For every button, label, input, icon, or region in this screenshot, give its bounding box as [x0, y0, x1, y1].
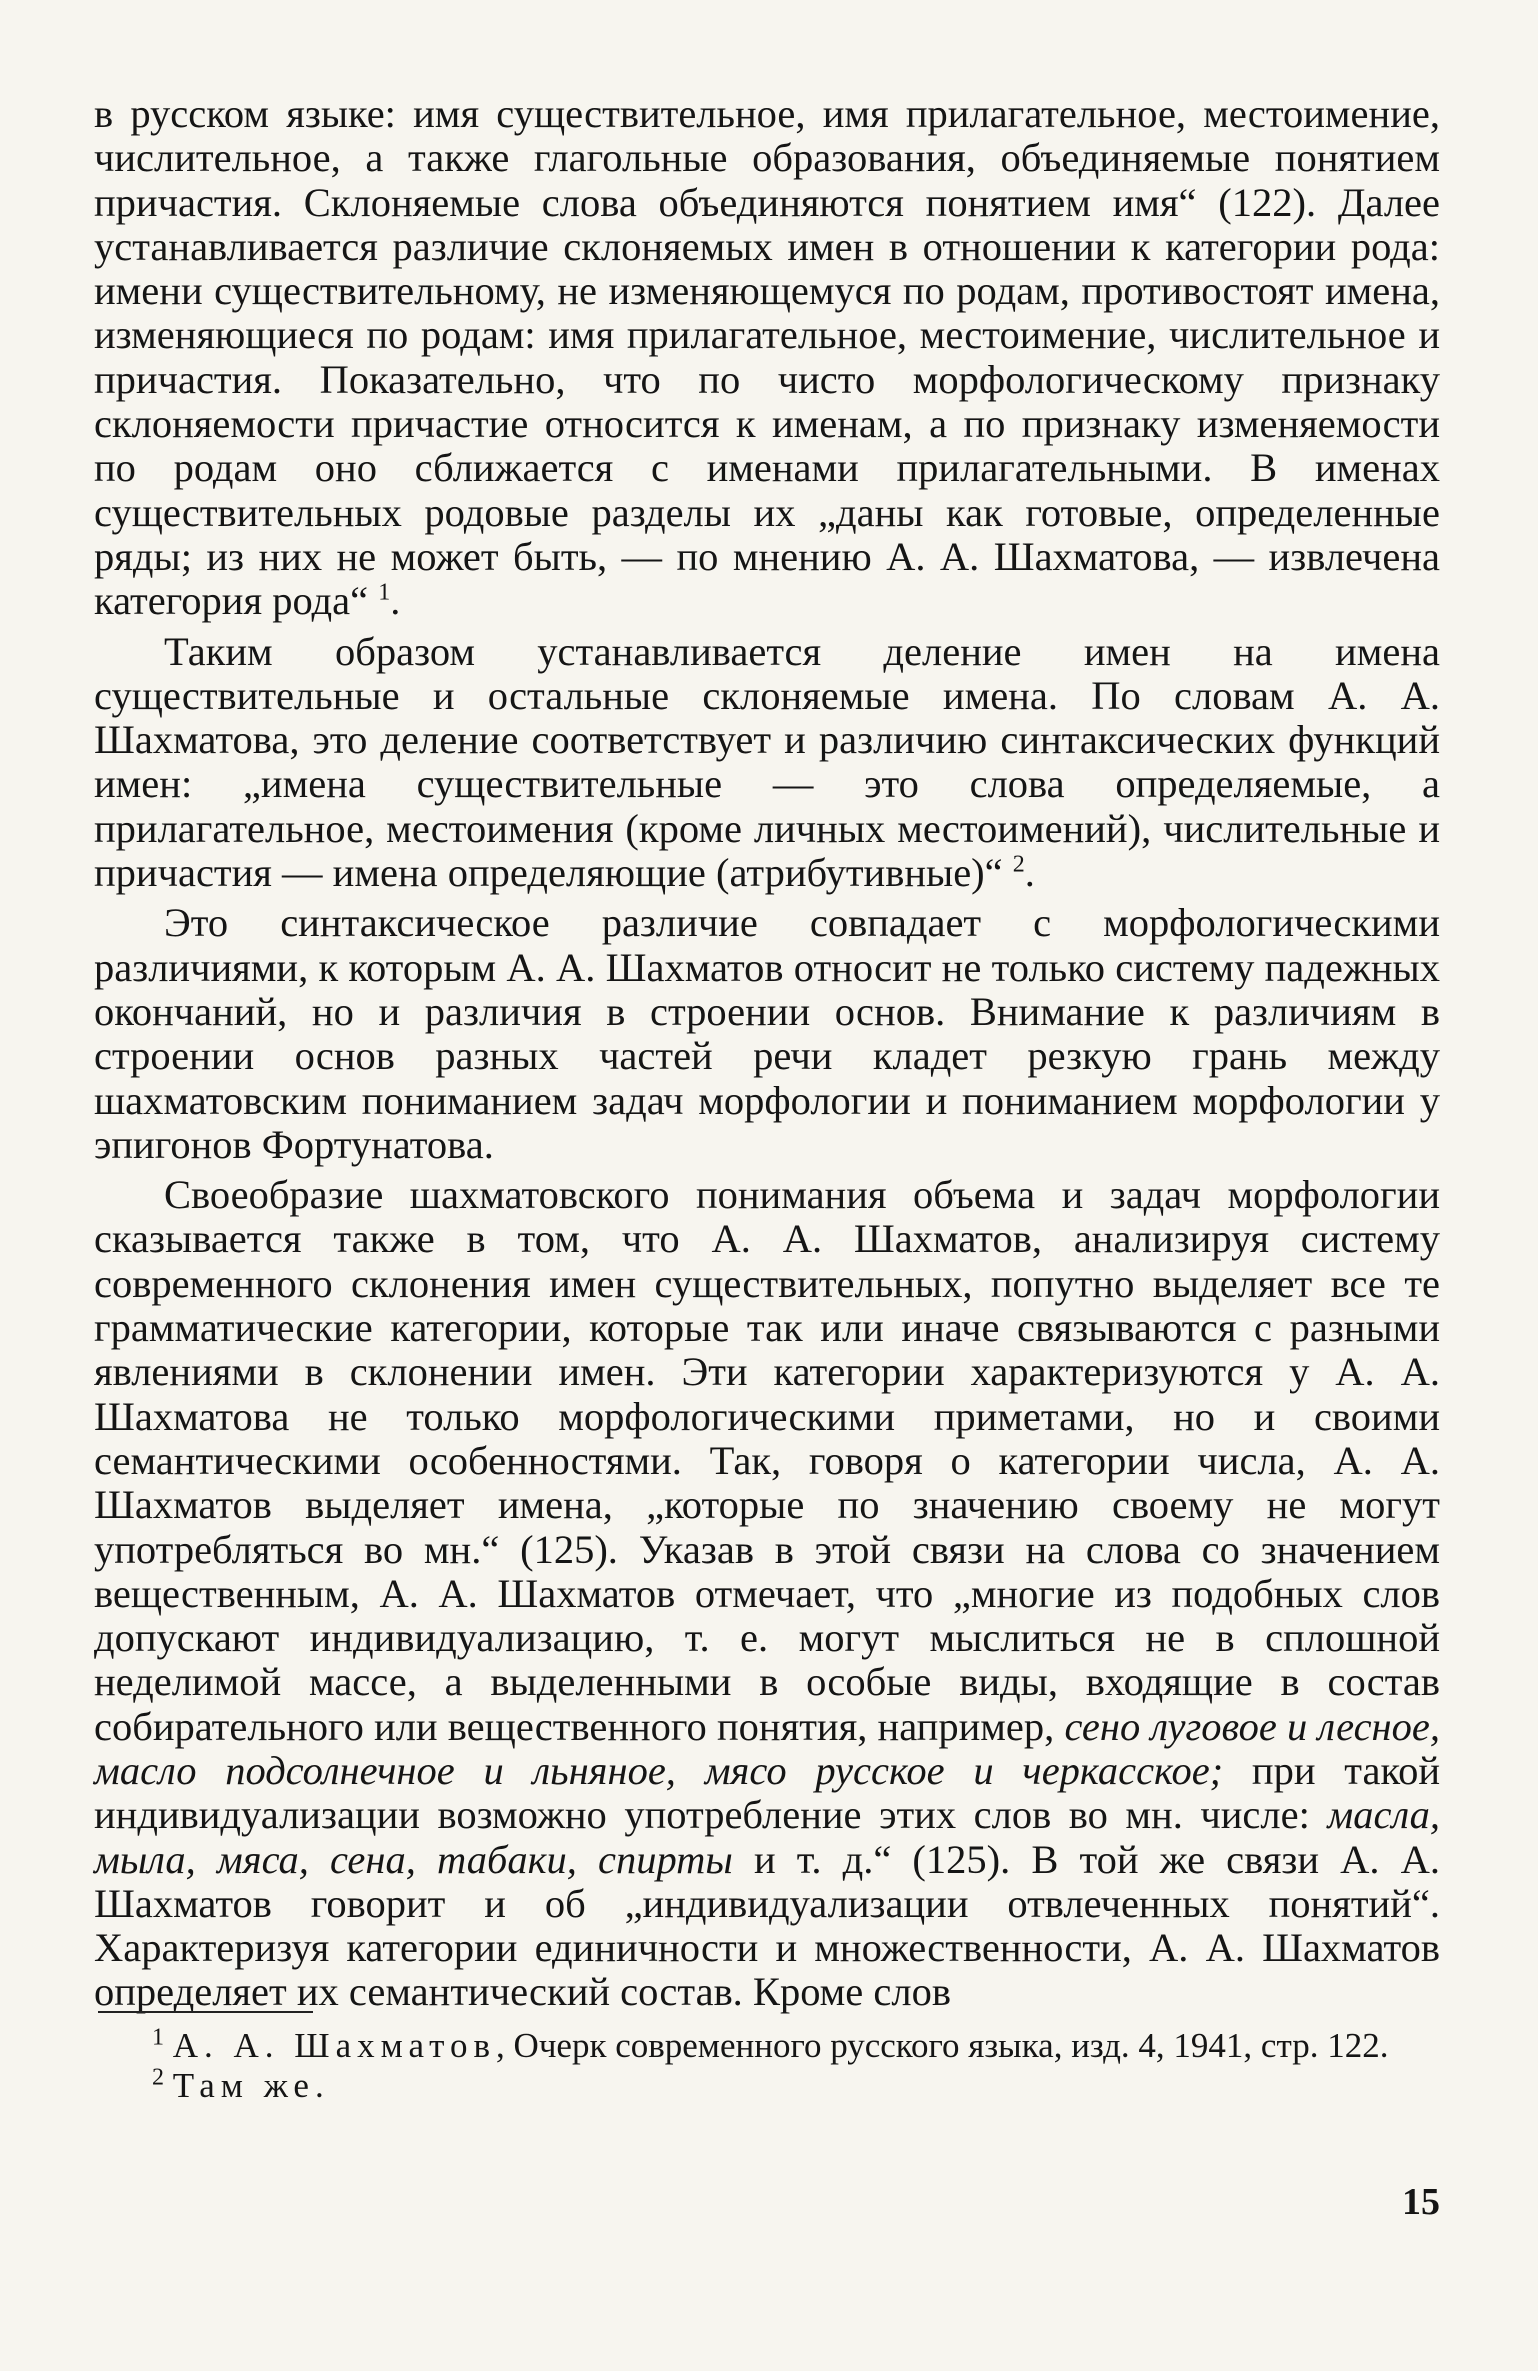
italic-example: сено луговое и лесное, масло подсолнечное и льняное, мясо русское и черкасское; [94, 1703, 1440, 1793]
italic-example: масла, мыла, мяса, сена, табаки, спирты [94, 1792, 1440, 1882]
footnote [96, 2026, 1442, 2066]
footnote-reference: 2 [1012, 851, 1025, 878]
footnote-mark: 2 [152, 2064, 164, 2091]
footnote [96, 2066, 1442, 2106]
text-run: . [390, 578, 401, 624]
footnote-separator [98, 2011, 313, 2013]
text-run: Таким образом устанавливается деление имен на имена существительные и остальные склоняемые имена. По словам А. А. Шахматова, это деление соответствует и различию синтаксических функций имен: „имена существительные — это слова определяемые, а прилагательное, местоимения (кроме личных местоимений), числительные и причастия — имена определяющие (атрибутивные)“ [94, 628, 1440, 896]
footnote-author: Там же [172, 2066, 315, 2105]
text-run: в русском языке: имя существительное, имя прилагательное, местоимение, числительное, а также глагольные образования, объединяемые понятием причастия. Склоняемые слова объединяются понятием имя“ (122). Далее устанавливается различие склоняемых имен в отношении к категории рода: имени существительному, не изменяющемуся по родам, противостоят имена, изменяющиеся по родам: имя прилагательное, местоимение, числительное и причастия. Показательно, что по чисто морфологическому признаку склоняемости причастие относится к именам, а по признаку изменяемости по родам оно сближается с именами прилагательными. В именах существительных родовые разделы их „даны как готовые, определенные ряды; из них не может быть, — по мнению А. А. Шахматова, — извлечена категория рода“ [94, 91, 1440, 624]
main-text [94, 92, 1440, 2015]
footnotes [96, 2026, 1442, 2106]
text-run: и т. д.“ (125). В той же связи А. А. Шахматов говорит и об „индивидуализации отвлеченных понятий“. Характеризуя категории единичности и множественности, А. А. Шахматов определяет их семантический состав. Кроме слов [94, 1836, 1440, 2015]
paragraph [94, 92, 1440, 624]
text-run: Своеобразие шахматовского понимания объема и задач морфологии сказывается также в том, что А. А. Шахматов, анализируя систему современного склонения имен существительных, попутно выделяет все те грамматические категории, которые так или иначе связываются с разными явлениями в склонении имен. Эти категории характеризуются у А. А. Шахматова не только морфологическими приметами, но и своими семантическими особенностями. Так, говоря о категории числа, А. А. Шахматов выделяет имена, „которые по значению своему не могут употребляться во мн.“ (125). Указав в этой связи на слова со значением вещественным, А. А. Шахматов отмечает, что „многие из подобных слов допускают индивидуализацию, т. е. могут мыслиться не в сплошной неделимой массе, а выделенными в особые виды, входящие в состав собирательного или вещественного понятия, например, [94, 1172, 1440, 1749]
paragraph [94, 901, 1440, 1167]
page-number: 15 [1402, 2181, 1440, 2223]
footnote-author: А. А. Шахматов [172, 2026, 497, 2065]
paragraph [94, 630, 1440, 896]
text-run: Это синтаксическое различие совпадает с морфологическими различиями, к которым А. А. Шахматов относит не только систему падежных окончаний, но и различия в строении основ. Внимание к различиям в строении основ разных частей речи кладет резкую грань между шахматовским пониманием задач морфологии и пониманием морфологии у эпигонов Фортунатова. [94, 900, 1440, 1167]
text-run: . [1024, 850, 1035, 896]
footnote-text: , Очерк современного русского языка, изд. 4, 1941, стр. 122. [496, 2026, 1389, 2065]
footnote-text: . [314, 2066, 324, 2105]
paragraph [94, 1173, 1440, 2015]
text-run: при такой индивидуализации возможно употребление этих слов во мн. числе: [94, 1747, 1440, 1838]
footnote-reference: 1 [378, 579, 391, 606]
footnote-mark: 1 [152, 2024, 164, 2051]
